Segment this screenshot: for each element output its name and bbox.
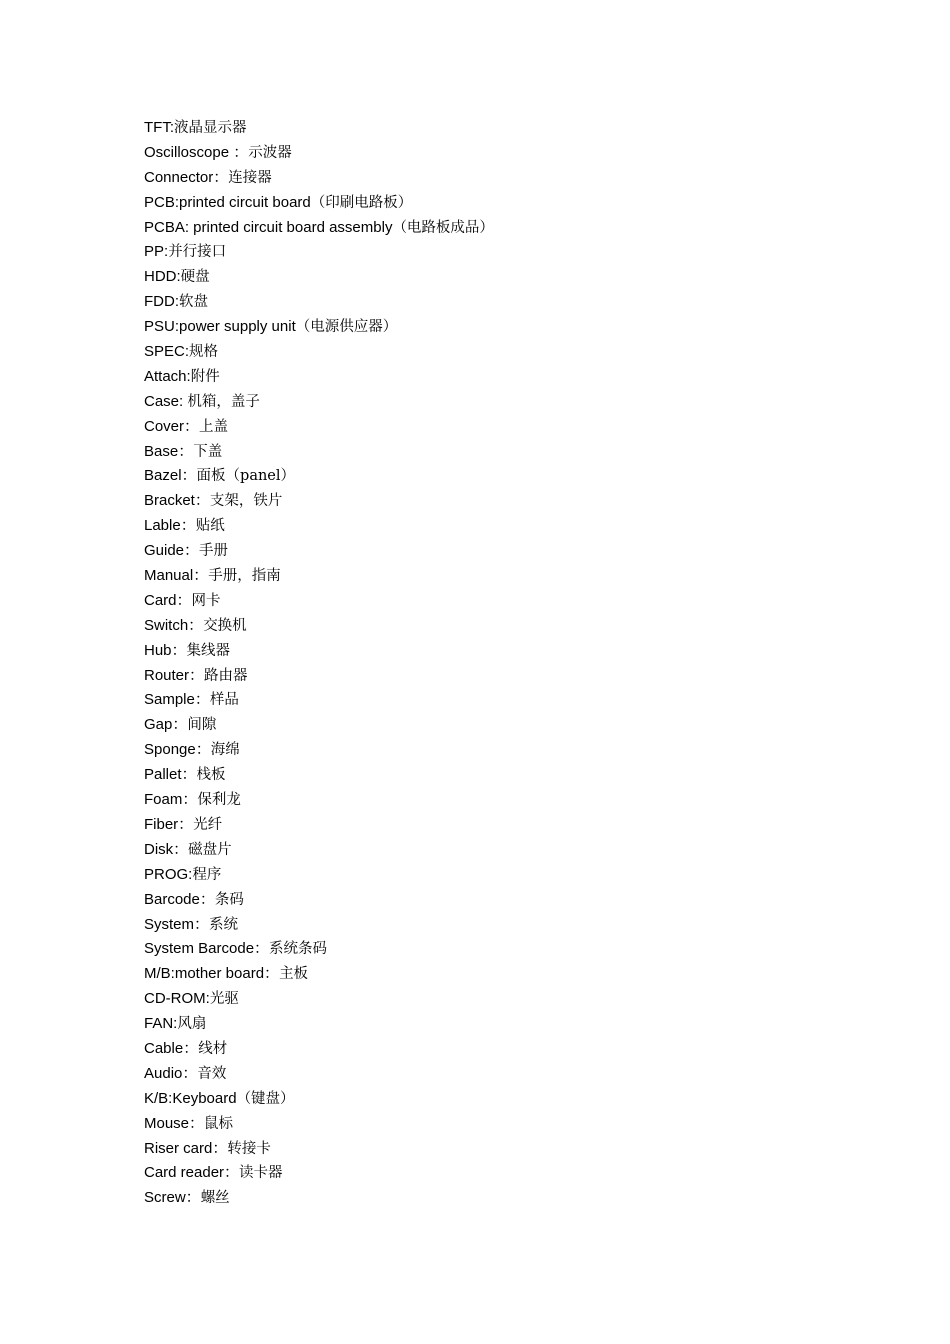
glossary-entry <box>144 166 494 191</box>
entry-meaning: 线材 <box>198 1040 228 1057</box>
entry-term: Case: <box>144 392 188 410</box>
entry-term: Card： <box>144 591 192 609</box>
entry-term: PCBA: printed circuit board assembly <box>144 218 393 236</box>
entry-term: PCB:printed circuit board <box>144 193 311 211</box>
entry-term: Cable： <box>144 1039 199 1057</box>
entry-term: Hub： <box>144 641 187 659</box>
entry-term: TFT: <box>144 119 174 136</box>
entry-term: Attach: <box>144 367 191 385</box>
entry-meaning: 硬盘 <box>180 269 210 286</box>
entry-meaning: 栈板 <box>196 767 226 784</box>
glossary-entry <box>144 589 494 614</box>
entry-term: Mouse： <box>144 1114 205 1132</box>
entry-term: Card reader： <box>144 1164 240 1182</box>
glossary-entry <box>144 1012 494 1037</box>
entry-meaning: 下盖 <box>193 443 223 460</box>
entry-meaning: 软盘 <box>179 294 208 311</box>
glossary-entry <box>144 763 494 788</box>
glossary-entry <box>144 290 494 315</box>
entry-meaning: 条码 <box>214 891 244 908</box>
entry-term: Sample： <box>144 691 210 709</box>
entry-term: Router： <box>144 666 205 684</box>
entry-term: Foam： <box>144 791 198 809</box>
entry-term: M/B:mother board： <box>144 965 280 983</box>
entry-term: Riser card： <box>144 1139 228 1157</box>
entry-term: FDD: <box>144 293 179 311</box>
entry-meaning: 磁盘片 <box>188 841 232 858</box>
glossary-entry <box>144 539 494 564</box>
entry-term: Switch： <box>144 616 204 634</box>
glossary-entry <box>144 987 494 1012</box>
entry-term: Screw： <box>144 1189 201 1207</box>
entry-meaning: 交换机 <box>203 617 247 634</box>
entry-meaning: 间隙 <box>187 717 217 734</box>
entry-meaning: 主板 <box>279 966 309 983</box>
glossary-entry <box>144 863 494 888</box>
entry-term: Bazel： <box>144 467 197 485</box>
glossary-entry <box>144 340 494 365</box>
entry-meaning: 路由器 <box>204 667 248 684</box>
entry-term: Fiber： <box>144 815 194 833</box>
entry-term: K/B:Keyboard <box>144 1089 237 1107</box>
entry-meaning: 风扇 <box>177 1016 207 1033</box>
glossary-entry <box>144 1186 494 1211</box>
entry-meaning: 支架，铁片 <box>209 493 283 510</box>
entry-meaning: 音效 <box>197 1065 227 1082</box>
glossary-entry <box>144 962 494 987</box>
entry-term: Audio： <box>144 1064 198 1082</box>
entry-meaning: 规格 <box>189 344 219 361</box>
entry-term: Oscilloscope ： <box>144 143 249 161</box>
entry-meaning: 光纤 <box>193 816 223 833</box>
glossary-list <box>144 116 494 1211</box>
glossary-entry <box>144 564 494 589</box>
glossary-entry <box>144 788 494 813</box>
glossary-entry <box>144 191 494 216</box>
glossary-entry <box>144 415 494 440</box>
entry-meaning: （电源供应器） <box>295 319 398 336</box>
entry-term: Guide： <box>144 542 200 560</box>
entry-meaning: 转接卡 <box>227 1140 271 1157</box>
entry-meaning: 光驱 <box>209 991 239 1008</box>
glossary-entry <box>144 315 494 340</box>
entry-term: Base： <box>144 442 194 460</box>
entry-meaning: 鼠标 <box>204 1115 234 1132</box>
glossary-entry <box>144 1137 494 1162</box>
entry-meaning: （键盘） <box>236 1090 295 1107</box>
entry-meaning: 示波器 <box>248 144 292 161</box>
glossary-entry <box>144 738 494 763</box>
entry-meaning: 并行接口 <box>168 244 227 261</box>
entry-meaning: 集线器 <box>186 642 231 659</box>
entry-term: Barcode： <box>144 890 215 908</box>
entry-term: FAN: <box>144 1015 178 1033</box>
glossary-entry <box>144 1062 494 1087</box>
entry-term: Disk： <box>144 840 189 858</box>
glossary-entry <box>144 141 494 166</box>
entry-term: CD-ROM: <box>144 990 210 1008</box>
entry-meaning: 贴纸 <box>195 518 225 535</box>
entry-meaning: （电路板成品） <box>392 219 494 236</box>
entry-term: System Barcode： <box>144 940 270 958</box>
glossary-entry <box>144 514 494 539</box>
glossary-entry <box>144 813 494 838</box>
entry-meaning: 连接器 <box>228 169 272 186</box>
glossary-entry <box>144 265 494 290</box>
entry-meaning: 上盖 <box>199 418 229 435</box>
glossary-entry <box>144 688 494 713</box>
entry-meaning: 附件 <box>190 368 220 385</box>
entry-term: Gap： <box>144 716 188 734</box>
entry-meaning: 螺丝 <box>200 1190 230 1207</box>
entry-meaning: 机箱，盖子 <box>187 393 260 410</box>
entry-meaning: 程序 <box>192 866 222 883</box>
glossary-entry <box>144 639 494 664</box>
entry-term: PSU:power supply unit <box>144 318 296 336</box>
glossary-entry <box>144 365 494 390</box>
entry-meaning: 系统条码 <box>269 941 328 958</box>
entry-meaning: （印刷电路板） <box>310 194 413 211</box>
entry-meaning: 系统 <box>209 916 239 933</box>
entry-term: Pallet： <box>144 766 197 784</box>
entry-meaning: 样品 <box>209 692 239 709</box>
glossary-entry <box>144 116 494 141</box>
entry-meaning: 手册 <box>199 543 229 560</box>
glossary-entry <box>144 838 494 863</box>
glossary-entry <box>144 713 494 738</box>
entry-term: Connector： <box>144 168 229 186</box>
glossary-entry <box>144 240 494 265</box>
entry-term: Lable： <box>144 517 196 535</box>
entry-meaning: 保利龙 <box>197 792 241 809</box>
entry-term: SPEC: <box>144 343 190 361</box>
entry-term: Manual： <box>144 567 209 585</box>
glossary-entry <box>144 440 494 465</box>
glossary-entry <box>144 489 494 514</box>
glossary-entry <box>144 1037 494 1062</box>
glossary-entry <box>144 1161 494 1186</box>
entry-meaning: 网卡 <box>191 592 221 609</box>
glossary-entry <box>144 216 494 241</box>
entry-meaning: 液晶显示器 <box>174 120 247 136</box>
glossary-entry <box>144 937 494 962</box>
glossary-entry <box>144 614 494 639</box>
entry-term: System： <box>144 915 210 933</box>
entry-term: HDD: <box>144 268 181 286</box>
entry-meaning: 读卡器 <box>239 1165 283 1182</box>
glossary-entry <box>144 913 494 938</box>
entry-term: Bracket： <box>144 492 210 510</box>
glossary-entry <box>144 664 494 689</box>
glossary-entry <box>144 888 494 913</box>
entry-meaning: 海绵 <box>210 742 240 759</box>
glossary-entry <box>144 1087 494 1112</box>
entry-term: Cover： <box>144 417 200 435</box>
entry-term: PROG: <box>144 865 193 883</box>
glossary-entry <box>144 464 494 489</box>
entry-term: PP: <box>144 243 169 261</box>
entry-term: Sponge： <box>144 741 211 759</box>
entry-meaning: 面板（panel） <box>196 468 296 485</box>
entry-meaning: 手册，指南 <box>208 568 281 585</box>
glossary-entry <box>144 390 494 415</box>
glossary-entry <box>144 1112 494 1137</box>
